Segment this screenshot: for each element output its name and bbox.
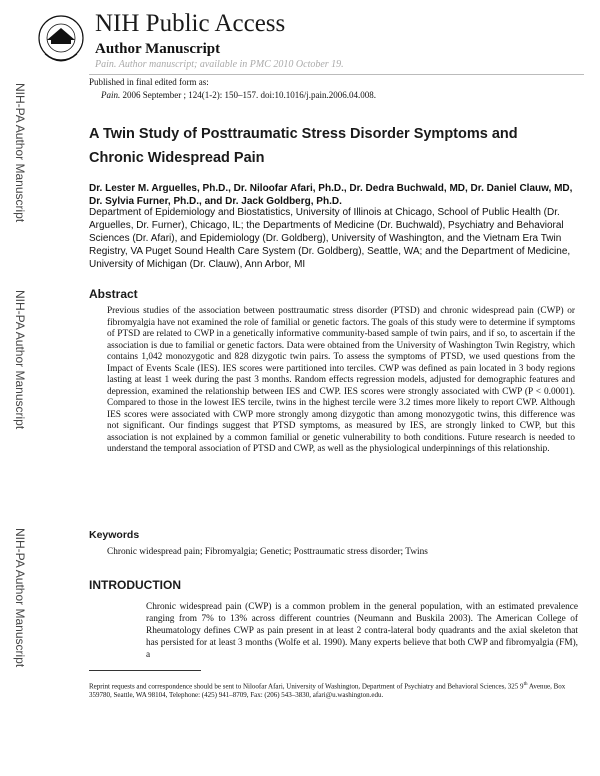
- header-subtitle: Author Manuscript: [95, 41, 221, 57]
- author-names: Dr. Lester M. Arguelles, Ph.D., Dr. Niloofar Afari, Ph.D., Dr. Dedra Buchwald, MD, Dr. Daniel Clauw, MD, Dr. Sylvia Furner, Ph.D., and Dr. Jack Goldberg, Ph.D.: [89, 183, 573, 207]
- article-title: A Twin Study of Posttraumatic Stress Disorder Symptoms and Chronic Widespread Pain: [89, 126, 518, 166]
- abstract-text: Previous studies of the association between posttraumatic stress disorder (PTSD) and chronic widespread pain (CWP) or fibromyalgia have not examined the role of familial or genetic factors. The goals of this study were to determine if symptoms of PTSD are related to CWP in a genetically informative community-based sample of twin pairs, and if so, to ascertain if the association is due to familial or genetic factors. Data were obtained from the University of Washington Twin Registry, which contains 1,042 monozygotic and 828 dizygotic twin pairs. To assess the symptoms of PTSD, we used questions from the Impact of Events Scale (IES). IES scores were partitioned into terciles. CWP was defined as pain located in 3 body regions lasting at least 1 week during the past 3 months. Random effects regression models, adjusted for demographic features and depression, examined the relationship between IES and CWP. IES scores were strongly associated with CWP (P < 0.0001). Compared to those in the lowest IES tercile, twins in the highest tercile were 3.2 times more likely to report CWP. Although IES scores were associated with CWP more strongly among dizygotic than among monozygotic twins, this difference was not significant. Our findings suggest that PTSD symptoms, as measured by IES, are strongly linked to CWP, but this association is not explained by a common familial or genetic vulnerability to both conditions. Future research is needed to understand the temporal association of PTSD and CWP, as well as the physiological underpinnings of this relationship.: [107, 306, 575, 454]
- nih-logo: [37, 10, 85, 72]
- side-label: NIH-PA Author Manuscript: [13, 290, 27, 430]
- affiliations: Department of Epidemiology and Biostatistics, University of Illinois at Chicago, School of Public Health (Dr. Arguelles, Dr. Furner), Chicago, IL; the Departments of Medicine (Dr. Buchwald), Psychiatry and Behavioral Sciences (Dr. Afari), and Epidemiology (Dr. Goldberg), University of Washington, and the Vietnam Era Twin Registry, VA Puget Sound Health Care System (Dr. Goldberg), Seattle, WA; and the Department of Medicine, University of Michigan (Dr. Clauw), Ann Arbor, MI: [89, 207, 571, 270]
- abstract-heading: Abstract: [89, 287, 138, 301]
- keywords-heading: Keywords: [89, 529, 140, 541]
- author-list: [89, 182, 584, 208]
- footnote-rule: [89, 670, 201, 671]
- citation-details: 2006 September ; 124(1-2): 150–157. doi:10.1016/j.pain.2006.04.008.: [120, 90, 376, 100]
- footnote: [89, 680, 579, 700]
- header-availability: Pain. Author manuscript; available in PMC 2010 October 19.: [95, 59, 344, 70]
- side-label: NIH-PA Author Manuscript: [13, 83, 27, 223]
- introduction-text: Chronic widespread pain (CWP) is a common problem in the general population, with an estimated prevalence ranging from 7% to 13% across different countries (Neumann and Buskila 2003). The American College of Rheumatology defines CWP as pain present in at least 2 contra-lateral body quadrants and the axial skeleton that has persisted for at least 3 months (Wolfe et al. 1990). Many experts believe that both CWP and fibromyalgia (FM), a: [146, 602, 578, 660]
- keywords-text: Chronic widespread pain; Fibromyalgia; Genetic; Posttraumatic stress disorder; Twins: [107, 547, 428, 557]
- footnote-sup: th: [523, 682, 528, 687]
- footnote-part1: Reprint requests and correspondence should be sent to Niloofar Afari, University of Washington, Department of Psychiatry and Behavioral Sciences, 325 9: [89, 682, 524, 691]
- citation: [101, 89, 376, 101]
- journal-name: Pain.: [101, 90, 121, 100]
- header-title: NIH Public Access: [95, 10, 286, 37]
- introduction-heading: INTRODUCTION: [89, 578, 181, 592]
- published-label: Published in final edited form as:: [89, 77, 209, 87]
- footnote-part2: Avenue, Box 359780, Seattle, WA 98104, Telephone: (425) 941–8709, Fax: (206) 543–3830, afari@u.washington.edu.: [89, 682, 566, 700]
- side-label: NIH-PA Author Manuscript: [13, 528, 27, 668]
- header-rule: [89, 74, 584, 75]
